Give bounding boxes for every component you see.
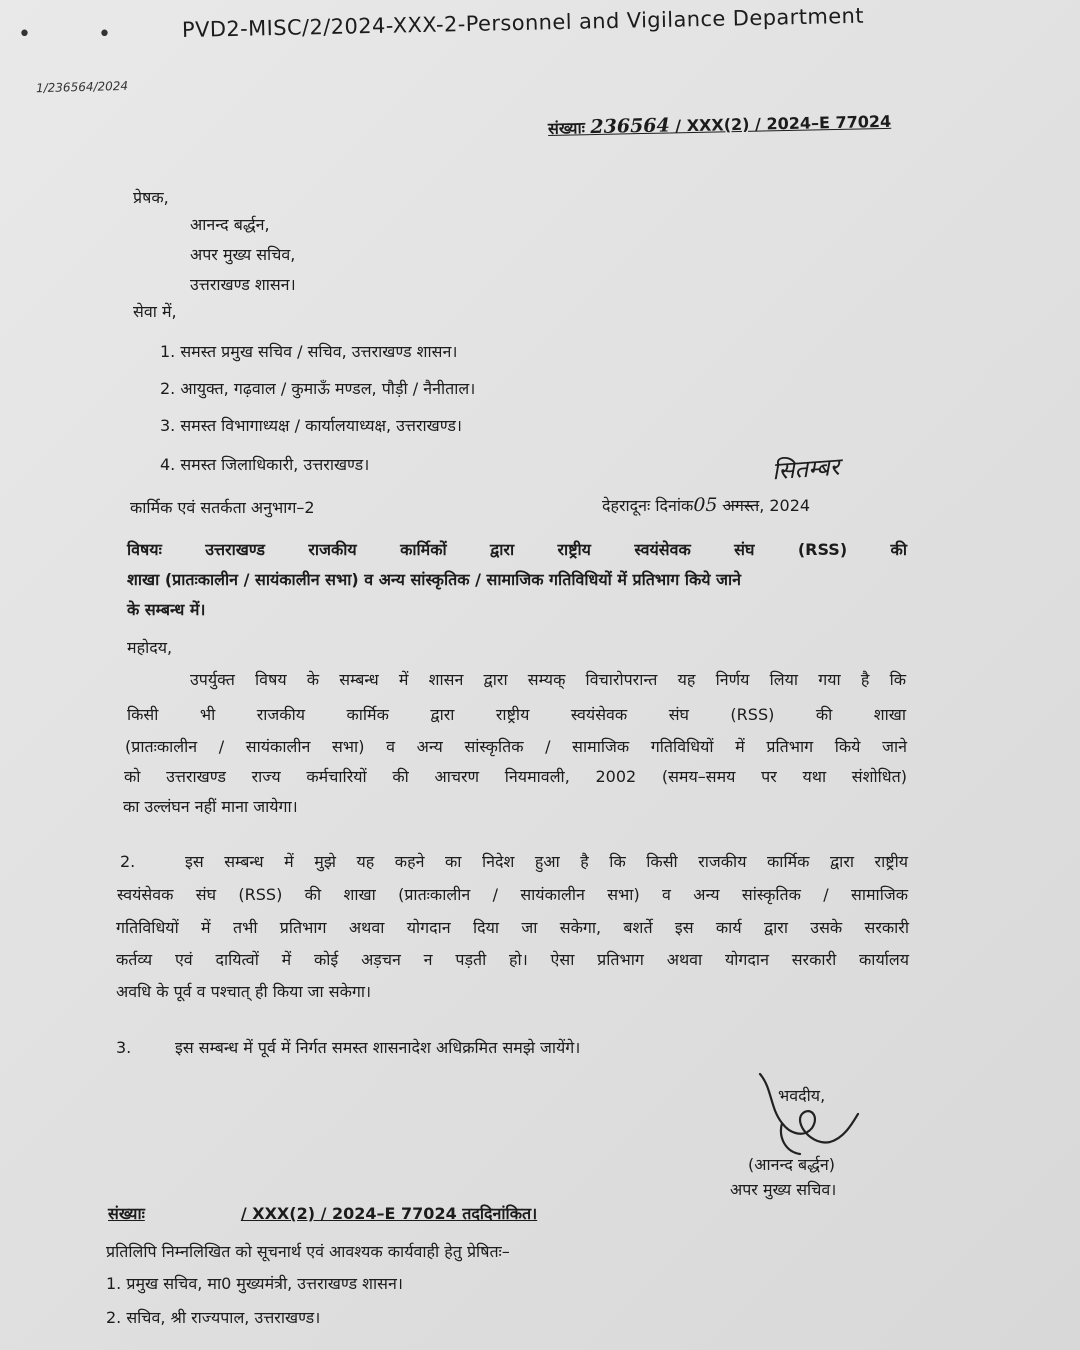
handwritten-reference: 236564: [590, 114, 670, 139]
paragraph-line: गतिविधियों में तभी प्रतिभाग अथवा योगदान दिया जा सकेगा, बशर्ते इस कार्य द्वारा उसके सरकारी: [116, 918, 909, 937]
subject-line: विषयः उत्तराखण्ड राजकीय कार्मिकों द्वारा राष्ट्रीय स्वयंसेवक संघ (RSS) की: [127, 540, 907, 559]
signature-scribble: [752, 1068, 862, 1158]
department-header: PVD2-MISC/2/2024-XXX-2-Personnel and Vigilance Department: [181, 3, 865, 42]
copy-ref-label: संख्याः: [108, 1204, 145, 1223]
sender-designation: अपर मुख्य सचिव,: [190, 245, 296, 264]
closing-name: (आनन्द बर्द्धन): [748, 1155, 836, 1174]
file-number: 1/236564/2024: [35, 78, 129, 96]
paragraph-line: स्वयंसेवक संघ (RSS) की शाखा (प्रातःकालीन / सायंकालीन सभा) व अन्य सांस्कृतिक / सामाजिक: [117, 885, 908, 904]
paragraph-line: (प्रातःकालीन / सायंकालीन सभा) व अन्य सांस्कृतिक / सामाजिक गतिविधियों में प्रतिभाग किये जाने: [125, 737, 907, 756]
date-prefix: देहरादूनः दिनांक: [602, 496, 694, 515]
closing-designation: अपर मुख्य सचिव।: [730, 1180, 837, 1199]
sender-name: आनन्द बर्द्धन,: [190, 215, 270, 234]
paragraph-number: 2.: [120, 852, 136, 871]
subject-line: के सम्बन्ध में।: [127, 600, 206, 619]
closing-yours: भवदीय,: [778, 1086, 826, 1105]
copy-item: 2. सचिव, श्री राज्यपाल, उत्तराखण्ड।: [106, 1308, 321, 1327]
copy-intro: प्रतिलिपि निम्नलिखित को सूचनार्थ एवं आवश्यक कार्यवाही हेतु प्रेषितः–: [106, 1242, 510, 1261]
paragraph-line: इस सम्बन्ध में मुझे यह कहने का निदेश हुआ है कि किसी राजकीय कार्मिक द्वारा राष्ट्रीय: [185, 852, 908, 871]
subject-line: शाखा (प्रातःकालीन / सायंकालीन सभा) व अन्य सांस्कृतिक / सामाजिक गतिविधियों में प्रतिभाग किये जाने: [127, 570, 741, 589]
reference-suffix: / XXX(2) / 2024–E 77024: [675, 111, 892, 136]
sender-label: प्रेषक,: [133, 188, 169, 207]
paragraph-line: अवधि के पूर्व व पश्चात् ही किया जा सकेगा।: [116, 982, 372, 1001]
handwritten-month: सितम्बर: [771, 452, 841, 486]
corner-dots: • •: [18, 22, 141, 47]
paragraph-line: कर्तव्य एवं दायित्वों में कोई अड़चन न पड़ती हो। ऐसा प्रतिभाग अथवा योगदान सरकारी कार्यालय: [116, 950, 909, 969]
recipient-item: 2. आयुक्त, गढ़वाल / कुमाऊँ मण्डल, पौड़ी / नैनीताल।: [160, 379, 476, 398]
reference-number: [548, 110, 892, 139]
copy-reference: [108, 1202, 537, 1224]
paragraph-line: इस सम्बन्ध में पूर्व में निर्गत समस्त शासनादेश अधिक्रमित समझे जायेंगे।: [175, 1038, 581, 1057]
sender-office: उत्तराखण्ड शासन।: [190, 275, 296, 294]
paragraph-line: किसी भी राजकीय कार्मिक द्वारा राष्ट्रीय स्वयंसेवक संघ (RSS) की शाखा: [127, 705, 906, 724]
paragraph-line: को उत्तराखण्ड राज्य कर्मचारियों की आचरण नियमावली, 2002 (समय–समय पर यथा संशोधित): [124, 767, 907, 786]
reference-label: संख्याः: [547, 118, 586, 138]
date-year: , 2024: [759, 496, 811, 515]
copy-item: 1. प्रमुख सचिव, मा0 मुख्यमंत्री, उत्तराखण्ड शासन।: [106, 1274, 403, 1293]
paragraph-number: 3.: [116, 1038, 132, 1057]
recipients-label: सेवा में,: [133, 302, 177, 321]
struck-month: अगस्त: [722, 496, 760, 515]
paragraph-line: का उल्लंघन नहीं माना जायेगा।: [123, 797, 298, 816]
paragraph-line: उपर्युक्त विषय के सम्बन्ध में शासन द्वारा सम्यक् विचारोपरान्त यह निर्णय लिया गया है कि: [190, 670, 906, 689]
recipient-item: 3. समस्त विभागाध्यक्ष / कार्यालयाध्यक्ष, उत्तराखण्ड।: [160, 416, 462, 435]
copy-ref-suffix: / XXX(2) / 2024–E 77024 तददिनांकित।: [240, 1204, 538, 1223]
recipient-item: 4. समस्त जिलाधिकारी, उत्तराखण्ड।: [160, 455, 370, 474]
place-date: [602, 494, 810, 516]
date-day: 05: [693, 494, 718, 516]
salutation: महोदय,: [127, 638, 173, 657]
section-name: कार्मिक एवं सतर्कता अनुभाग–2: [130, 498, 315, 517]
recipient-item: 1. समस्त प्रमुख सचिव / सचिव, उत्तराखण्ड शासन।: [160, 342, 458, 361]
